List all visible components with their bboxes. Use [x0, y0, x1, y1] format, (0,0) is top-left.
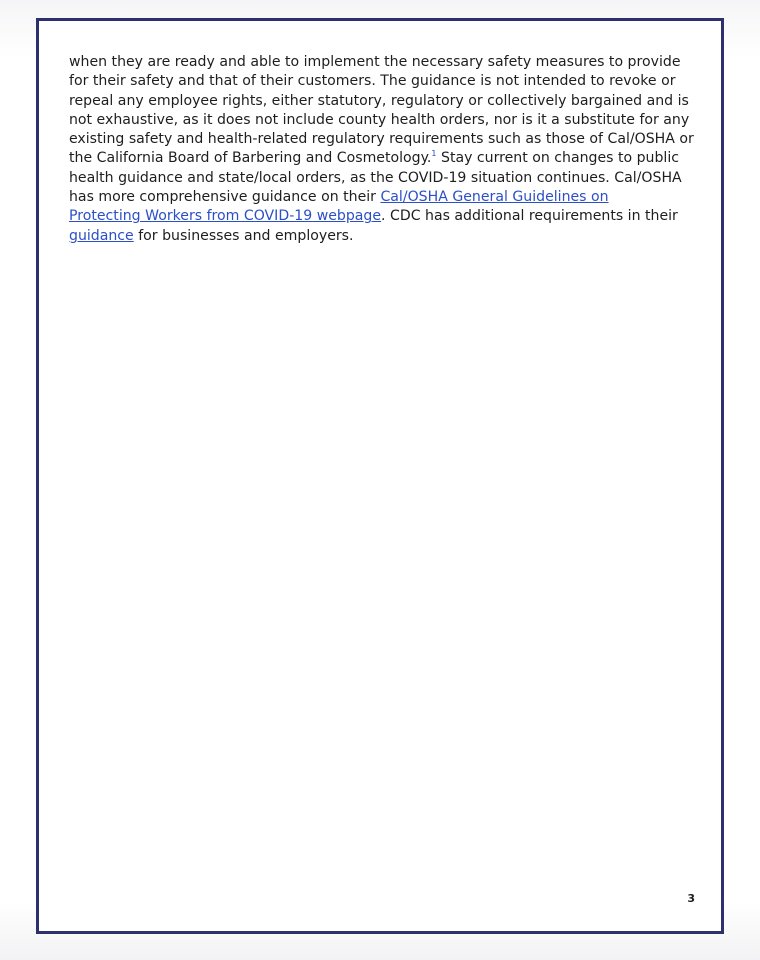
paragraph-line-5: existing safety and health-related regulatory requirements such as those of Cal/OSHA or	[69, 131, 694, 148]
paragraph-line-2: for their safety and that of their customers. The guidance is not intended to revoke or	[69, 73, 676, 90]
paragraph-line-4: not exhaustive, as it does not include county health orders, nor is it a substitute for any	[69, 111, 690, 128]
paragraph-line-7: health guidance and state/local orders, as the COVID-19 situation continues. Cal/OSHA	[69, 169, 682, 186]
paragraph-line-9	[69, 207, 709, 226]
paragraph-text: the California Board of Barbering and Cosmetology.	[69, 150, 432, 167]
paragraph-line-3: repeal any employee rights, either statutory, regulatory or collectively bargained and is	[69, 92, 689, 109]
paragraph-text: has more comprehensive guidance on their	[69, 189, 381, 206]
cdc-guidance-link[interactable]: guidance	[69, 227, 134, 244]
paragraph-text: Stay current on changes to public	[436, 150, 680, 167]
paragraph-line-10	[69, 227, 709, 246]
page-border	[36, 18, 724, 934]
footnote-marker-link[interactable]: 1	[431, 149, 437, 159]
paragraph-line-1: when they are ready and able to implement the necessary safety measures to provide	[69, 54, 681, 70]
paragraph-text: for businesses and employers.	[133, 227, 354, 244]
paragraph-line-8	[69, 188, 709, 207]
paragraph-text: . CDC has additional requirements in their	[381, 208, 678, 225]
body-paragraph	[69, 53, 709, 246]
paragraph-line-6	[69, 149, 709, 168]
calosha-guidelines-link-continued[interactable]: Protecting Workers from COVID-19 webpage	[69, 208, 382, 225]
page-number: 3	[687, 892, 695, 905]
calosha-guidelines-link[interactable]: Cal/OSHA General Guidelines on	[380, 189, 609, 206]
